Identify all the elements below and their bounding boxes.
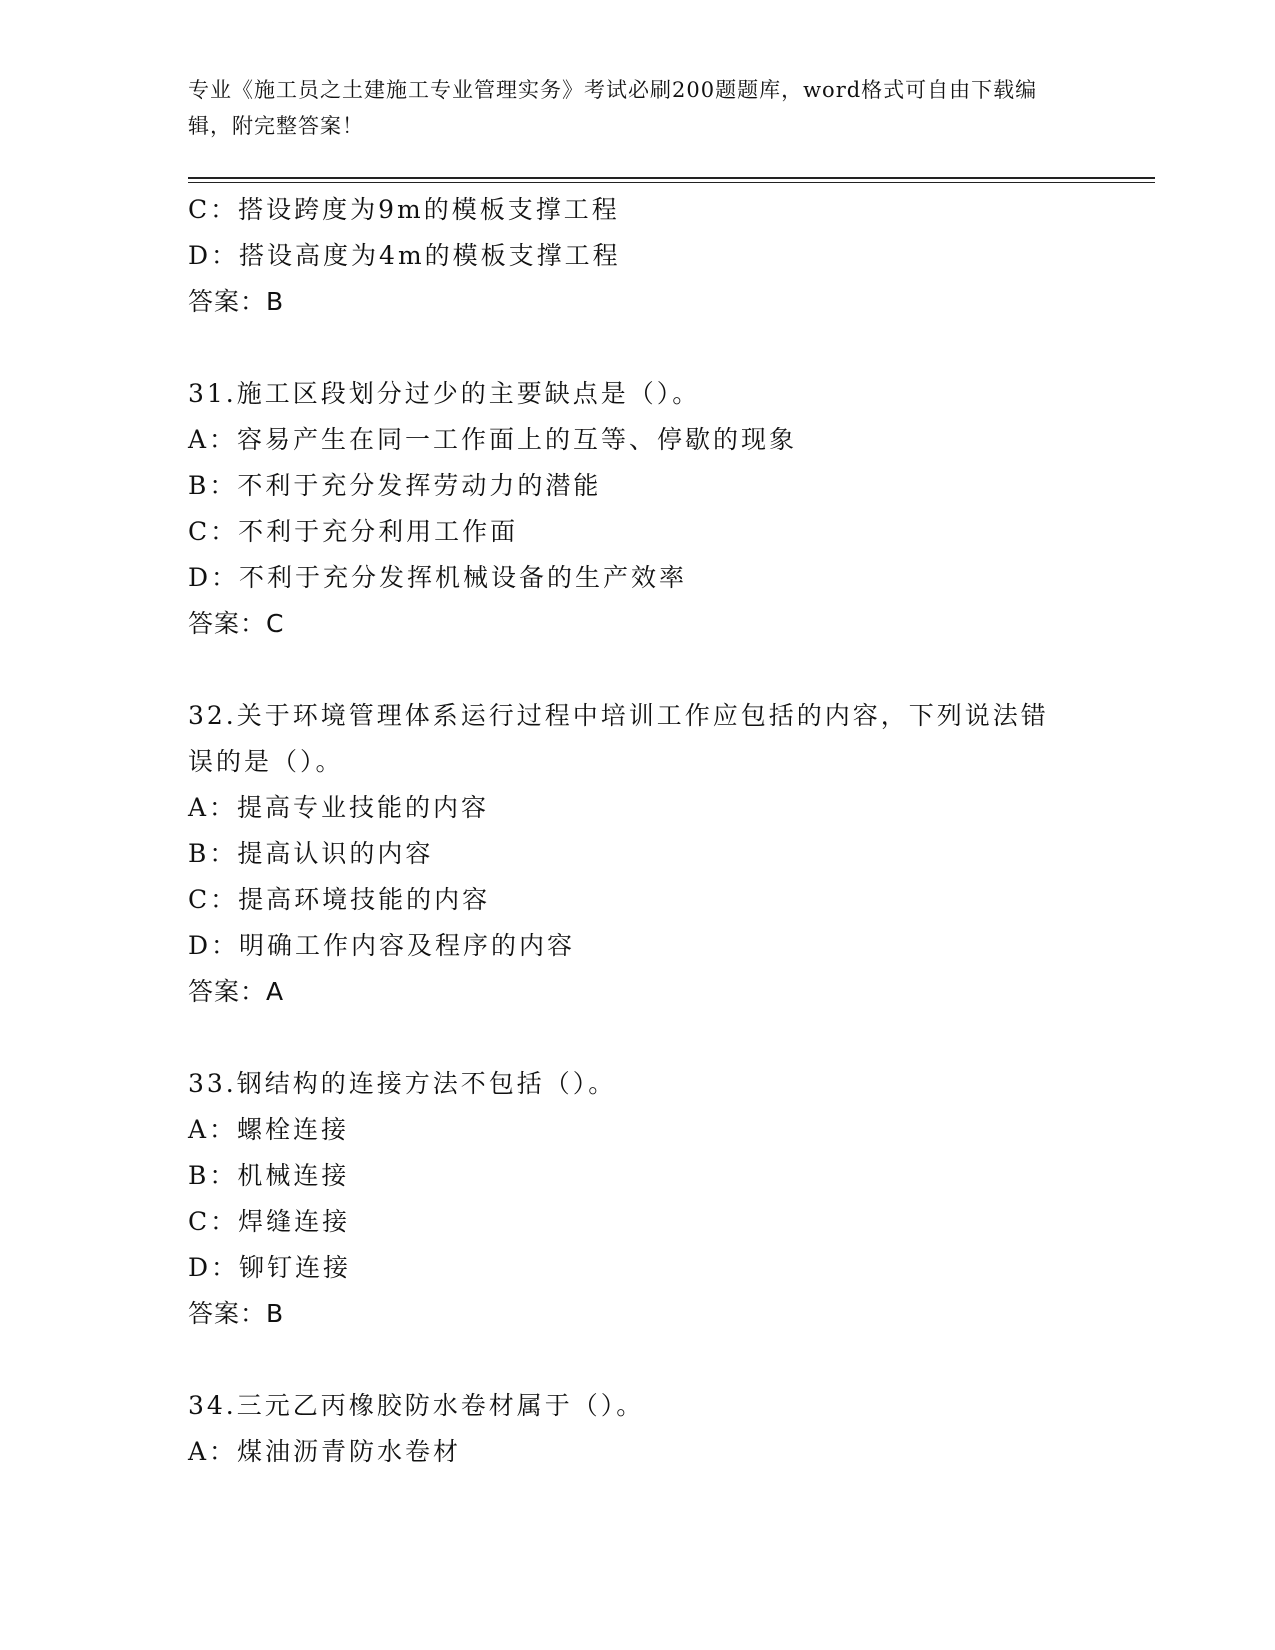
spacer (188, 325, 1148, 371)
option-d: D：铆钉连接 (188, 1253, 352, 1282)
answer-line: 答案：C (188, 609, 285, 638)
question-32 (188, 693, 1148, 1015)
option-d: D：明确工作内容及程序的内容 (188, 931, 576, 960)
spacer (188, 1337, 1148, 1383)
document-header: 专业《施工员之土建施工专业管理实务》考试必刷200题题库，word格式可自由下载编辑，附完整答案！ (188, 78, 1038, 138)
option-b: B：机械连接 (188, 1161, 350, 1190)
question-stem: 33.钢结构的连接方法不包括（）。 (188, 1069, 617, 1098)
option-b: B：提高认识的内容 (188, 839, 434, 868)
answer-line: 答案：A (188, 977, 285, 1006)
spacer (188, 1015, 1148, 1061)
question-33 (188, 1061, 1148, 1337)
question-34 (188, 1383, 1148, 1475)
option-a: A：螺栓连接 (188, 1115, 350, 1144)
header-divider-thin (188, 182, 1155, 183)
prev-question-tail (188, 187, 1148, 325)
question-content (188, 187, 1148, 1475)
question-stem: 32.关于环境管理体系运行过程中培训工作应包括的内容，下列说法错 (188, 701, 1049, 730)
spacer (188, 647, 1148, 693)
option-d: D：不利于充分发挥机械设备的生产效率 (188, 563, 688, 592)
option-a: A：提高专业技能的内容 (188, 793, 490, 822)
header-divider-thick (188, 177, 1155, 179)
option-a: A：容易产生在同一工作面上的互等、停歇的现象 (188, 425, 798, 454)
question-stem: 31.施工区段划分过少的主要缺点是（）。 (188, 379, 701, 408)
option-c: C：焊缝连接 (188, 1207, 351, 1236)
answer-line: 答案：B (188, 287, 285, 316)
question-stem-continued: 误的是（）。 (188, 747, 344, 776)
option-a: A：煤油沥青防水卷材 (188, 1437, 462, 1466)
answer-line: 答案：B (188, 1299, 285, 1328)
question-stem: 34.三元乙丙橡胶防水卷材属于（）。 (188, 1391, 645, 1420)
option-c: C：提高环境技能的内容 (188, 885, 491, 914)
option-b: B：不利于充分发挥劳动力的潜能 (188, 471, 602, 500)
option-c: C：不利于充分利用工作面 (188, 517, 519, 546)
question-31 (188, 371, 1148, 647)
option-c: C：搭设跨度为9m的模板支撑工程 (188, 195, 620, 224)
option-d: D：搭设高度为4m的模板支撑工程 (188, 241, 621, 270)
